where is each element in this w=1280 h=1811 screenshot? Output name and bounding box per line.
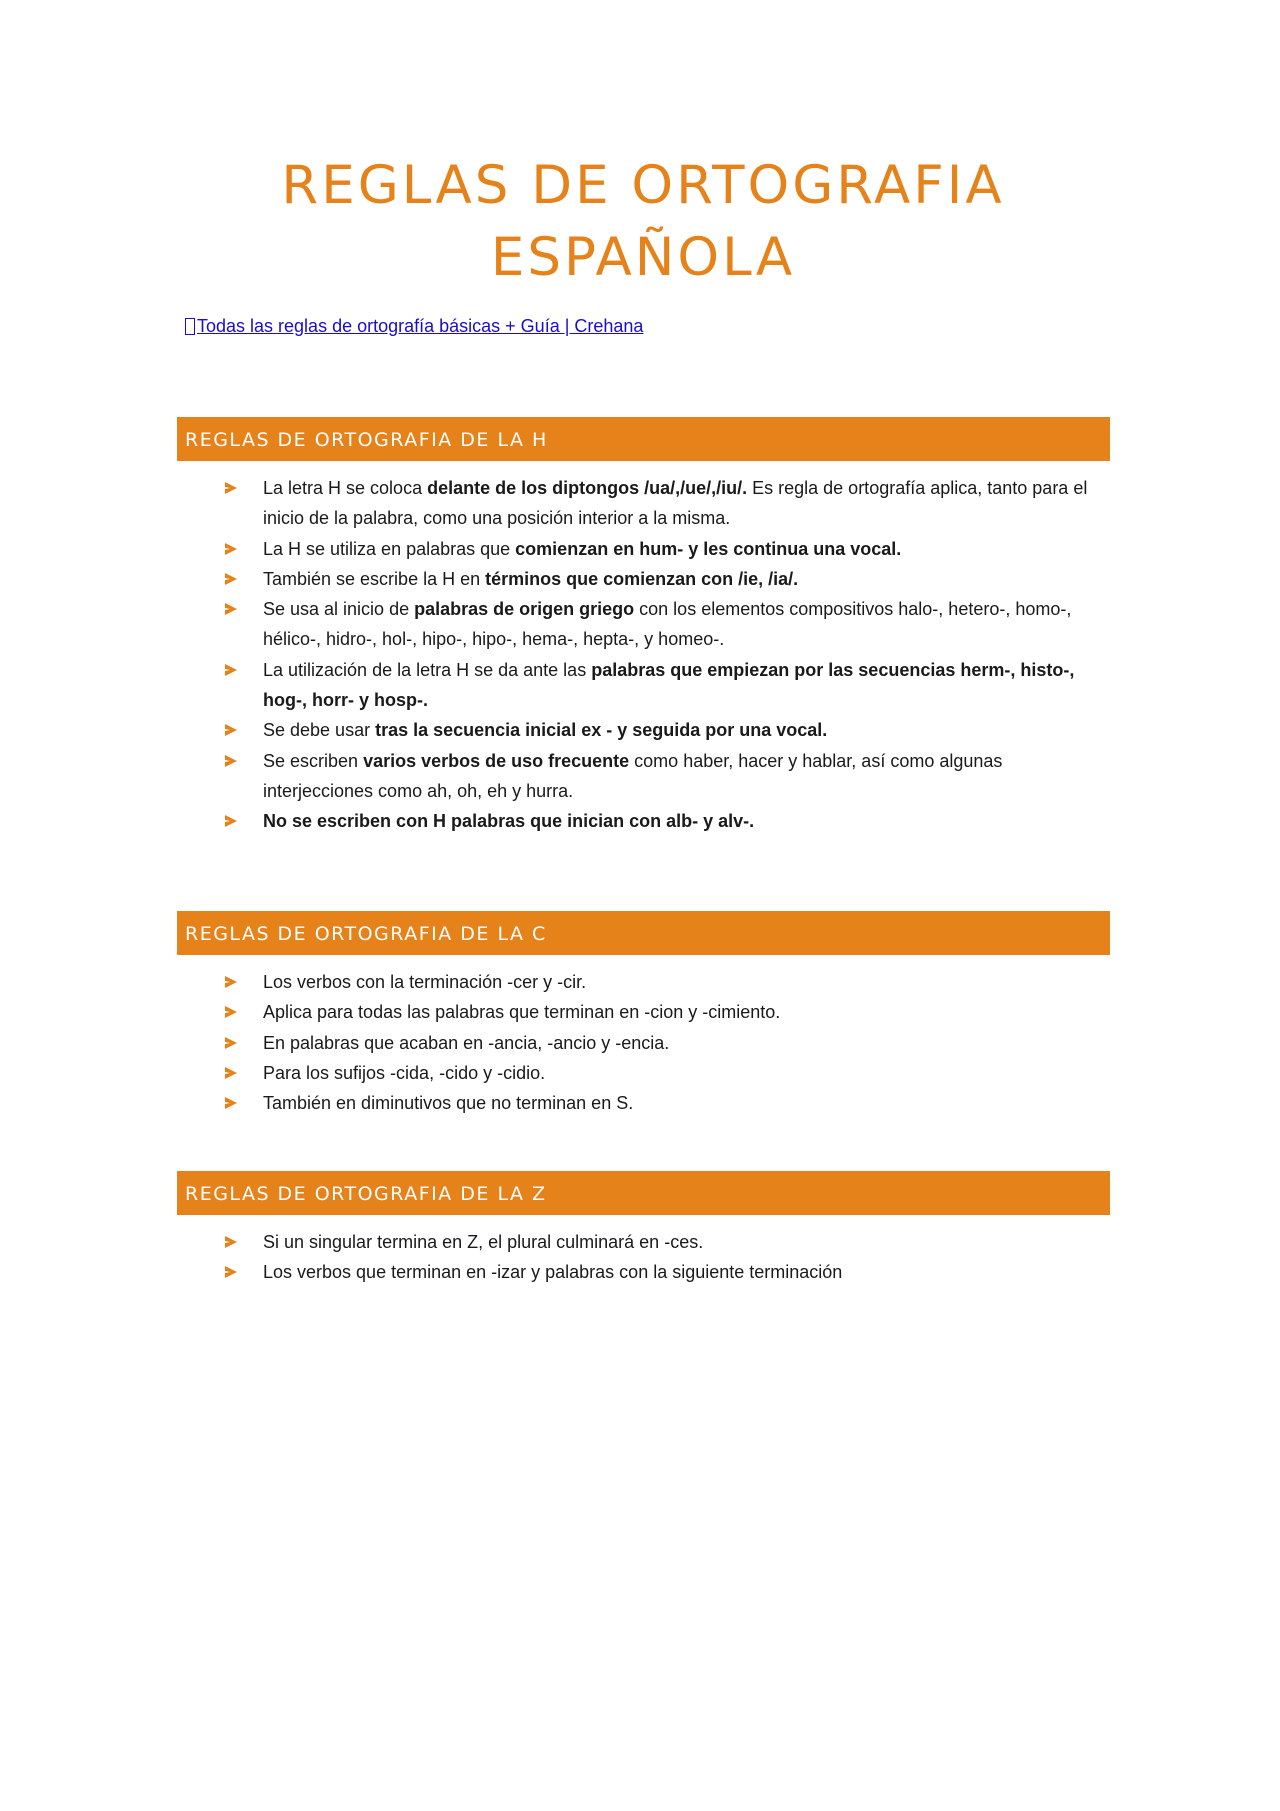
rule-text-bold: tras la secuencia inicial ex - y seguida por una vocal.	[375, 720, 828, 741]
rule-item	[223, 655, 1113, 716]
rule-item	[223, 594, 1113, 655]
document-title	[176, 150, 1110, 294]
rule-item	[223, 1227, 1113, 1257]
arrow-bullet-icon	[225, 724, 237, 736]
rule-item	[223, 1028, 1113, 1058]
arrow-bullet-icon	[225, 755, 237, 767]
arrow-bullet-icon	[225, 1037, 237, 1049]
rule-text-bold: varios verbos de uso frecuente	[363, 750, 630, 771]
rule-text: con los elementos compositivos halo-, hetero-, homo-, hélico-, hidro-, hol-, hipo-, hipo-, hema-, hepta-, y homeo-.	[263, 599, 1072, 650]
arrow-bullet-icon	[225, 976, 237, 988]
rule-text: Para los sufijos -cida, -cido y -cidio.	[263, 1062, 546, 1083]
arrow-bullet-icon	[225, 1006, 237, 1018]
rule-text-bold: palabras que empiezan por las secuencias herm-, histo-, hog-, horr- y hosp-.	[263, 659, 1075, 711]
rule-text: Se escriben	[263, 750, 364, 771]
rule-item	[223, 564, 1113, 594]
rules-list-h	[223, 473, 1113, 837]
title-line-2: ESPAÑOLA	[490, 227, 796, 288]
rule-text: Los verbos con la terminación -cer y -cir.	[263, 972, 587, 992]
rule-item	[223, 746, 1113, 807]
section-heading-z-text: REGLAS DE ORTOGRAFIA DE LA Z	[185, 1183, 547, 1205]
rule-text-bold: No se escriben con H palabras que inician con alb- y alv-.	[263, 811, 755, 832]
rule-text: También se escribe la H en	[263, 568, 486, 589]
rules-list-c	[223, 967, 1113, 1118]
rule-text: La utilización de la letra H se da ante las	[263, 659, 592, 680]
arrow-bullet-icon	[225, 482, 237, 494]
rule-text: Es regla de ortografía aplica, tanto para el inicio de la palabra, como una posición interior a la misma.	[263, 478, 1088, 529]
arrow-bullet-icon	[225, 573, 237, 585]
crehana-link-text: Todas las reglas de ortografía básicas + Guía | Crehana	[197, 316, 644, 336]
rule-item	[223, 1058, 1113, 1088]
arrow-bullet-icon	[225, 815, 237, 827]
rule-text: Se usa al inicio de	[263, 599, 415, 620]
arrow-bullet-icon	[225, 543, 237, 555]
rule-item	[223, 1257, 1113, 1287]
crehana-link[interactable]	[185, 316, 643, 337]
rule-text-bold: delante de los diptongos /ua/,/ue/,/iu/.	[427, 478, 748, 498]
rule-text: La letra H se coloca	[263, 478, 428, 498]
rule-item	[223, 534, 1113, 564]
section-heading-z	[177, 1171, 1110, 1215]
rule-text: La H se utiliza en palabras que	[263, 538, 516, 559]
rule-item	[223, 473, 1113, 534]
arrow-bullet-icon	[225, 1097, 237, 1109]
title-line-1: REGLAS DE ORTOGRAFIA	[281, 155, 1005, 216]
rule-text: Aplica para todas las palabras que terminan en -cion y -cimiento.	[263, 1002, 781, 1023]
arrow-bullet-icon	[225, 1067, 237, 1079]
rule-text: También en diminutivos que no terminan en S.	[263, 1093, 634, 1114]
rule-text: como haber, hacer y hablar, así como algunas interjecciones como ah, oh, eh y hurra.	[263, 750, 1003, 801]
rule-text: Se debe usar	[263, 720, 376, 741]
missing-glyph-icon	[185, 318, 195, 335]
rule-text-bold: palabras de origen griego	[414, 599, 635, 620]
section-heading-c	[177, 911, 1110, 955]
arrow-bullet-icon	[225, 1236, 237, 1248]
rule-text: Los verbos que terminan en -izar y palabras con la siguiente terminación	[263, 1262, 843, 1283]
rules-list-z	[223, 1227, 1113, 1288]
arrow-bullet-icon	[225, 603, 237, 615]
rule-item	[223, 997, 1113, 1027]
section-heading-c-text: REGLAS DE ORTOGRAFIA DE LA C	[185, 923, 547, 945]
rule-text-bold: términos que comienzan con /ie, /ia/.	[485, 568, 799, 589]
section-heading-h-text: REGLAS DE ORTOGRAFIA DE LA H	[185, 429, 548, 451]
rule-item	[223, 806, 1113, 836]
rule-text: En palabras que acaban en -ancia, -ancio y -encia.	[263, 1032, 670, 1053]
rule-text-bold: comienzan en hum- y les continua una vocal.	[515, 538, 902, 559]
rule-item	[223, 967, 1113, 997]
rule-item	[223, 1088, 1113, 1118]
arrow-bullet-icon	[225, 664, 237, 676]
section-heading-h	[177, 417, 1110, 461]
rule-item	[223, 715, 1113, 745]
arrow-bullet-icon	[225, 1266, 237, 1278]
rule-text: Si un singular termina en Z, el plural culminará en -ces.	[263, 1232, 704, 1252]
